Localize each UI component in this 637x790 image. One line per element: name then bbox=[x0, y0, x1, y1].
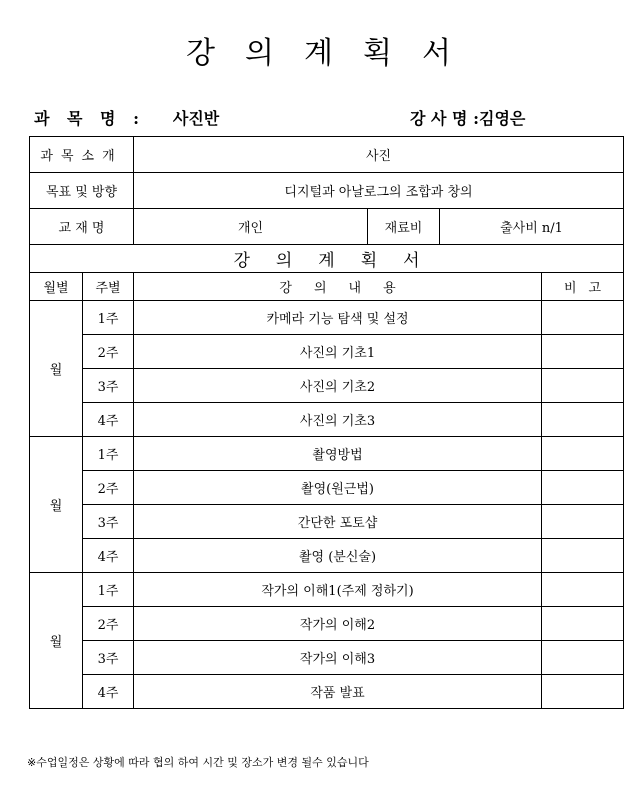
page-title: 강의계획서 bbox=[186, 36, 481, 71]
table-row bbox=[30, 369, 624, 403]
goal-row bbox=[30, 173, 624, 209]
lesson-content: 작가의 이해2 bbox=[134, 607, 542, 641]
material-value: 출사비 n/1 bbox=[440, 209, 624, 245]
lecture-plan-table bbox=[29, 136, 624, 709]
table-row bbox=[30, 539, 624, 573]
lesson-note bbox=[542, 675, 624, 709]
lesson-content: 작가의 이해3 bbox=[134, 641, 542, 675]
col-month: 월별 bbox=[30, 273, 83, 301]
table-row bbox=[30, 301, 624, 335]
plan-column-header bbox=[30, 273, 624, 301]
lesson-note bbox=[542, 403, 624, 437]
month-label: 월 bbox=[30, 437, 83, 573]
textbook-value: 개인 bbox=[134, 209, 368, 245]
week-label: 2주 bbox=[83, 471, 134, 505]
week-label: 2주 bbox=[83, 335, 134, 369]
lesson-content: 촬영 (분신술) bbox=[134, 539, 542, 573]
week-label: 1주 bbox=[83, 573, 134, 607]
intro-label: 과목소개 bbox=[30, 137, 134, 173]
table-row bbox=[30, 437, 624, 471]
table-row bbox=[30, 573, 624, 607]
material-label: 재료비 bbox=[368, 209, 440, 245]
instructor-value: 김영은 bbox=[479, 109, 526, 128]
lesson-note bbox=[542, 335, 624, 369]
instructor-label: 강 사 명 : bbox=[410, 109, 479, 128]
lesson-content: 사진의 기초2 bbox=[134, 369, 542, 403]
lesson-note bbox=[542, 471, 624, 505]
intro-value: 사진 bbox=[134, 137, 624, 173]
week-label: 4주 bbox=[83, 539, 134, 573]
instructor-info bbox=[410, 106, 525, 129]
intro-row bbox=[30, 137, 624, 173]
footnote: ※수업일정은 상황에 따라 협의 하여 시간 및 장소가 변경 될수 있습니다 bbox=[27, 756, 369, 769]
week-label: 3주 bbox=[83, 641, 134, 675]
goal-label: 목표 및 방향 bbox=[30, 173, 134, 209]
week-label: 2주 bbox=[83, 607, 134, 641]
subject-value: 사진반 bbox=[172, 109, 220, 128]
table-row bbox=[30, 607, 624, 641]
table-row bbox=[30, 641, 624, 675]
lesson-content: 카메라 기능 탐색 및 설정 bbox=[134, 301, 542, 335]
lesson-content: 촬영방법 bbox=[134, 437, 542, 471]
goal-value: 디지털과 아날로그의 조합과 창의 bbox=[134, 173, 624, 209]
lesson-content: 촬영(원근법) bbox=[134, 471, 542, 505]
lesson-note bbox=[542, 301, 624, 335]
lesson-note bbox=[542, 539, 624, 573]
lesson-content: 사진의 기초3 bbox=[134, 403, 542, 437]
plan-heading-row bbox=[30, 245, 624, 273]
textbook-label: 교 재 명 bbox=[30, 209, 134, 245]
table-row bbox=[30, 471, 624, 505]
lesson-note bbox=[542, 369, 624, 403]
lesson-note bbox=[542, 573, 624, 607]
week-label: 3주 bbox=[83, 505, 134, 539]
lesson-content: 간단한 포토샵 bbox=[134, 505, 542, 539]
lesson-note bbox=[542, 437, 624, 471]
lesson-content: 작가의 이해1(주제 정하기) bbox=[134, 573, 542, 607]
col-week: 주별 bbox=[83, 273, 134, 301]
table-row bbox=[30, 675, 624, 709]
lesson-note bbox=[542, 607, 624, 641]
subject-label: 과 목 명 : bbox=[34, 109, 145, 128]
plan-heading: 강의계획서 bbox=[30, 245, 624, 273]
table-row bbox=[30, 403, 624, 437]
week-label: 4주 bbox=[83, 403, 134, 437]
week-label: 4주 bbox=[83, 675, 134, 709]
week-label: 1주 bbox=[83, 301, 134, 335]
lesson-content: 작품 발표 bbox=[134, 675, 542, 709]
textbook-row bbox=[30, 209, 624, 245]
week-label: 1주 bbox=[83, 437, 134, 471]
month-label: 월 bbox=[30, 301, 83, 437]
table-row bbox=[30, 335, 624, 369]
month-label: 월 bbox=[30, 573, 83, 709]
lesson-note bbox=[542, 505, 624, 539]
lesson-note bbox=[542, 641, 624, 675]
lesson-content: 사진의 기초1 bbox=[134, 335, 542, 369]
col-note: 비고 bbox=[542, 273, 624, 301]
subject-info bbox=[34, 106, 219, 129]
week-label: 3주 bbox=[83, 369, 134, 403]
table-row bbox=[30, 505, 624, 539]
col-content: 강의내용 bbox=[134, 273, 542, 301]
